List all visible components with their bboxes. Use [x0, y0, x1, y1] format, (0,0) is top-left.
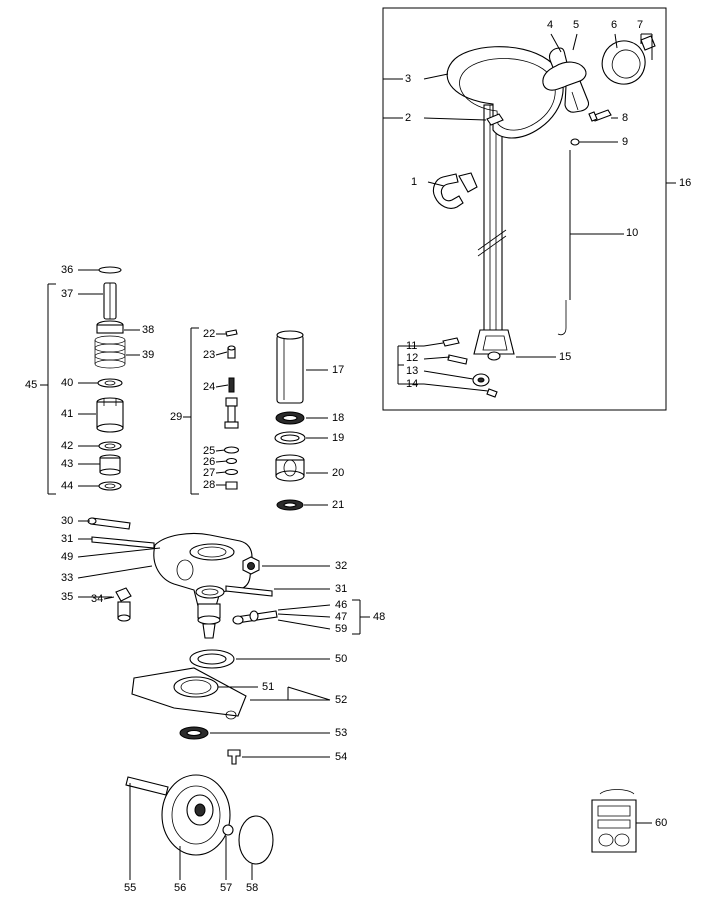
callout-54: 54 — [335, 751, 348, 763]
callout-36: 36 — [61, 264, 74, 276]
callout-22: 22 — [203, 328, 216, 340]
callout-24: 24 — [203, 381, 216, 393]
callout-38: 38 — [142, 324, 155, 336]
callout-25: 25 — [203, 445, 216, 457]
callout-29: 29 — [170, 411, 183, 423]
callout-6: 6 — [611, 19, 618, 31]
callout-34: 34 — [91, 593, 104, 605]
callout-35: 35 — [61, 591, 74, 603]
callout-31: 31 — [61, 533, 74, 545]
callout-50: 50 — [335, 653, 348, 665]
callout-11: 11 — [406, 340, 418, 352]
callout-51: 51 — [262, 681, 275, 693]
callout-12: 12 — [406, 352, 419, 364]
callout-59: 59 — [335, 623, 348, 635]
callout-5: 5 — [573, 19, 580, 31]
callout-57: 57 — [220, 882, 233, 894]
callout-41: 41 — [61, 408, 74, 420]
callout-56: 56 — [174, 882, 187, 894]
callout-55: 55 — [124, 882, 137, 894]
callout-32: 32 — [335, 560, 348, 572]
callout-33: 33 — [61, 572, 74, 584]
callout-8: 8 — [622, 112, 629, 124]
callout-28: 28 — [203, 479, 216, 491]
callout-14: 14 — [406, 378, 419, 390]
callout-53: 53 — [335, 727, 348, 739]
callout-20: 20 — [332, 467, 345, 479]
callout-15: 15 — [559, 351, 572, 363]
callout-2: 2 — [405, 112, 412, 124]
callout-19: 19 — [332, 432, 345, 444]
callout-39: 39 — [142, 349, 155, 361]
callout-31-right: 31 — [335, 583, 348, 595]
callout-23: 23 — [203, 349, 216, 361]
callout-45: 45 — [25, 379, 38, 391]
callout-10: 10 — [626, 227, 639, 239]
callout-7: 7 — [637, 19, 644, 31]
callout-18: 18 — [332, 412, 345, 424]
callout-58: 58 — [246, 882, 259, 894]
callout-9: 9 — [622, 136, 629, 148]
callout-13: 13 — [406, 365, 419, 377]
callout-42: 42 — [61, 440, 74, 452]
callout-40: 40 — [61, 377, 74, 389]
callout-27: 27 — [203, 467, 216, 479]
callout-37: 37 — [61, 288, 74, 300]
callout-46: 46 — [335, 599, 348, 611]
callout-3: 3 — [405, 73, 412, 85]
callout-1: 1 — [411, 176, 418, 188]
callout-44: 44 — [61, 480, 74, 492]
callout-47: 47 — [335, 611, 348, 623]
callout-16: 16 — [679, 177, 692, 189]
callout-26: 26 — [203, 456, 216, 468]
callout-60: 60 — [655, 817, 668, 829]
callout-17: 17 — [332, 364, 345, 376]
callout-21: 21 — [332, 499, 345, 511]
callout-49: 49 — [61, 551, 74, 563]
callout-52: 52 — [335, 694, 348, 706]
callout-43: 43 — [61, 458, 74, 470]
callout-4: 4 — [547, 19, 554, 31]
callout-30: 30 — [61, 515, 74, 527]
callout-48: 48 — [373, 611, 386, 623]
